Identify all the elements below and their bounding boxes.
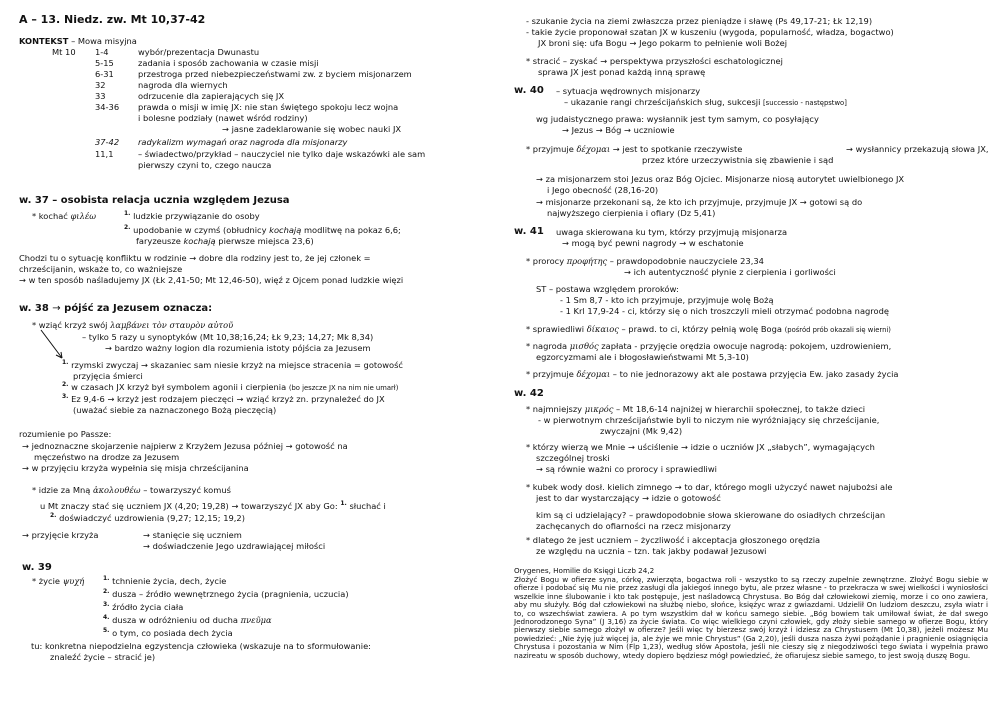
- zycie-def-4: $^{4.}$ dusza w odróżnieniu od ducha πνεῦμα: [103, 614, 272, 625]
- kontekst-ref: 6-31: [95, 69, 114, 79]
- idzie-line: * idzie za Mną ἀκολουθέω – towarzyszyć komuś: [32, 485, 231, 495]
- kontekst-text: – świadectwo/przykład – nauczyciel nie tylko daje wskazówki ale sam: [138, 149, 426, 159]
- zycie-def-3: $^{3.}$ źródło życia ciała: [103, 601, 184, 612]
- w38-note-3b: (uważać siebie za naznaczonego Bożą pieczęcią): [73, 405, 277, 415]
- wziac-line: * wziąć krzyż swój λαμβάνει τὸν σταυρὸν αὐτοῦ: [32, 320, 234, 330]
- section-w42-title: w. 42: [514, 388, 544, 399]
- page-title: A – 13. Niedz. zw. Mt 10,37-42: [19, 13, 206, 26]
- w40-przyjmuje: * przyjmuje δέχομαι → jest to spotkanie rzeczywiste: [526, 144, 743, 154]
- section-w37-title: w. 37 – osobista relacja ucznia względem Jezusa: [19, 195, 290, 206]
- rozumienie-1b: męczeństwo na drodze za Jezusem: [34, 452, 180, 462]
- zycie-line: * życie ψυχή: [32, 576, 85, 586]
- w41-prorocy-2: → ich autentyczność płynie z cierpienia i gorliwości: [624, 267, 836, 277]
- kontekst-text: zadania i sposób zachowania w czasie misji: [138, 58, 319, 68]
- w42-ktorzy-3: → są równie ważni co prorocy i sprawiedliwi: [536, 464, 717, 474]
- w41-t2: → mogą być pewni nagrody → w eschatonie: [562, 238, 744, 248]
- kontekst-ref: 34-36: [95, 102, 120, 112]
- w38-note-1: $^{1.}$ rzymski zwyczaj → skazaniec sam niesie krzyż na miejsce stracenia = gotowość: [62, 359, 403, 370]
- w37-para-1: Chodzi tu o sytuację konfliktu w rodzinie → dobre dla rodziny jest to, że jej członek =: [19, 253, 371, 263]
- w41-st2: - 1 Krl 17,9-24 - ci, którzy się o nich troszczyli mieli otrzymać podobna nagrodę: [560, 306, 889, 316]
- w37-para-3: → w ten sposób naśladujemy JX (Łk 2,41-50; Mt 12,46-50), więź z Ojcem ponad ludzkie więzi: [19, 275, 404, 285]
- stracic-line-2: sprawa JX jest ponad każdą inną sprawę: [538, 67, 706, 77]
- w40-przyjmuje-b: → wysłannicy przekazują słowa JX,: [846, 144, 989, 154]
- zycie-def-1: $^{1.}$ tchnienie życia, dech, życie: [103, 575, 227, 586]
- kochac-def-1: $^{1.}$ ludzkie przywiązanie do osoby: [124, 210, 260, 221]
- kontekst-text: nagroda dla wiernych: [138, 80, 228, 90]
- w41-nagroda-2: egzorcyzmami ale i błogosławieństwami Mt 5,3-10): [536, 352, 749, 362]
- w41-prorocy: * prorocy προφήτης – prawdopodobnie nauczyciele 23,34: [526, 256, 764, 266]
- w38-line-1: – tylko 5 razy u synoptyków (Mt 10,38;16,24; Łk 9,23; 14,27; Mk 8,34): [82, 332, 374, 342]
- w42-dlatego: * dlatego że jest uczniem – życzliwość i akceptacja głoszonego orędzia: [526, 535, 821, 545]
- section-w40-title: w. 40: [514, 85, 544, 96]
- kontekst-text: pierwszy czyni to, czego naucza: [138, 160, 272, 170]
- w41-przyjmuje: * przyjmuje δέχομαι – to nie jednorazowy akt ale postawa przyjęcia Ew. jako zasady życia: [526, 369, 899, 379]
- w38-note-2: $^{2.}$ w czasach JX krzyż był symbolem agonii i cierpienia (bo jeszcze JX na nim nie umarł): [62, 381, 399, 392]
- kontekst-mt: Mt 10: [52, 47, 76, 57]
- w41-nagroda: * nagroda μισθός zapłata - przyjęcie orędzia owocuje nagrodą: pokojem, uzdrowieniem,: [526, 341, 892, 351]
- section-w41-title: w. 41: [514, 226, 544, 237]
- w42-najmniejszy: * najmniejszy μικρός – Mt 18,6-14 najniżej w hierarchii społecznej, to także dzieci: [526, 404, 866, 414]
- w40-z1: → za misjonarzem stoi Jezus oraz Bóg Ojciec. Misjonarze niosą autorytet uwielbionego JX: [536, 174, 905, 184]
- przyjecie-krzyza: → przyjęcie krzyża: [22, 530, 99, 540]
- w41-st: ST – postawa względem proroków:: [536, 284, 679, 294]
- przyjecie-3: → doświadczenie Jego uzdrawiającej miłości: [143, 541, 326, 551]
- right-top-3: JX broni się: ufa Bogu → Jego pokarm to pełnienie woli Bożej: [538, 38, 788, 48]
- kontekst-ref: 33: [95, 91, 106, 101]
- kontekst-text: prawda o misji w imię JX: nie stan świętego spokoju lecz wojna: [138, 102, 399, 112]
- kontekst-text: przestroga przed niebezpieczeństwami zw. z byciem misjonarzem: [138, 69, 412, 79]
- w40-m1: → misjonarze przekonani są, że kto ich przyjmuje, przyjmuje JX → gotowi są do: [536, 197, 863, 207]
- w37-para-2: chrześcijanin, wskaże to, co ważniejsze: [19, 264, 183, 274]
- kontekst-text: odrzucenie dla zapierających się JX: [138, 91, 285, 101]
- w42-kubek-2: jest to dar wystarczający → idzie o gotowość: [536, 493, 721, 503]
- kontekst-text: i bolesne podziały (nawet wśród rodziny): [138, 113, 308, 123]
- w40-m2: najwyższego cierpienia i ofiary (Dz 5,41): [547, 208, 716, 218]
- kontekst-ref: 1-4: [95, 47, 109, 57]
- kontekst-line: [19, 36, 137, 47]
- quote-text: Złożyć Bogu w ofierze syna, córkę, zwierzęta, bogactwa roli - wszystko to są rzeczy zupełnie zewnętrzne. Złożyć Bogu siebie w ofierze i podobać się Mu nie przez zasługi dla jakiegoś innego bytu, ale przez własne - to przekracza w swej wielkości i wyniosłości wszelkie inne ślubowanie i kto tak postępuje, jest naśladowcą Chrystusa. Bo Bóg dał człowiekowi ziemię, morze i co ono zawiera, aby mu służyły. Bóg dał człowiekowi na służbę niebo, słońce, księżyc wraz z gwiazdami. Udzielił On ludziom deszczu, zsyła wiatr i to, co wszechświat zawiera. A po tym wszystkim dał w końcu samego siebie. „Bóg bowiem tak umiłował świat, że dał swego Jednorodzonego Syna” (J 3,16) za życie świata. Co więc wielkiego czyni człowiek, gdy złoży siebie samego w ofierze Bogu, który pierwszy siebie samego złożył w ofierze? Jeśli więc ty bierzesz swój krzyż i idziesz za Chrystusem (Mt 10,38), jeżeli możesz Mu powiedzieć: „Nie żyję już więcej ja, ale żyje we mnie Chrystus” (Ga 2,20), jeśli dusza nasza żywi pożądanie i pragnienie osiągnięcia Chrystusa i pozostania w Nim (Flp 1,23), według słów Apostoła, jeśli nie cieszy się z niegodziwości tego świata i wypełnia prawo nazireatu w sposób duchowy, wtedy dopiero będziesz mógł powiedzieć, że ofiarujesz siebie samego, to jest swoją duszę Bogu.: [514, 575, 988, 660]
- kochac-def-2b: faryzeusze kochają pierwsze miejsca 23,6): [136, 236, 314, 246]
- w42-kim-2: zachęcanych do ofiarności na rzecz misjonarzy: [536, 521, 731, 531]
- idzie-u2: $^{2.}$ doświadczyć uzdrowienia (9,27; 12,15; 19,2): [50, 512, 245, 523]
- kontekst-ref: 5-15: [95, 58, 114, 68]
- kontekst-label: KONTEKST: [19, 36, 69, 46]
- kontekst-text: radykalizm wymagań oraz nagroda dla misjonarzy: [138, 137, 348, 147]
- w41-sprawiedliwi: * sprawiedliwi δίκαιος – prawd. to ci, którzy pełnią wolę Boga (pośród prób okazali się wierni): [526, 324, 891, 334]
- w40-przyjmuje-c: przez które urzeczywistnia się zbawienie i sąd: [642, 155, 834, 165]
- kontekst-text: wybór/prezentacja Dwunastu: [138, 47, 260, 57]
- kontekst-value: – Mowa misyjna: [71, 36, 137, 46]
- w39-tu-2: znaleźć życie – stracić je): [50, 652, 156, 662]
- rozumienie-label: rozumienie po Passze:: [19, 429, 112, 439]
- w42-ktorzy-2: szczególnej troski: [536, 453, 610, 463]
- w40-wg: wg judaistycznego prawa: wysłannik jest tym samym, co posyłający: [536, 114, 819, 124]
- w40-wg2: → Jezus → Bóg → uczniowie: [562, 125, 675, 135]
- idzie-u1: u Mt znaczy stać się uczniem JX (4,20; 19,28) → towarzyszyć JX aby Go: $^{1.}$ słuchać i: [40, 500, 386, 511]
- w42-dlatego-2: ze względu na ucznia – tzn. tak jakby podawał Jezusowi: [536, 546, 767, 556]
- w42-naj3: - w pierwotnym chrześcijaństwie byli to niczym nie wyróżniający się chrześcijanie,: [538, 415, 880, 425]
- w38-line-2: → bardzo ważny logion dla rozumienia istoty pójścia za Jezusem: [105, 343, 371, 353]
- section-w39-title: w. 39: [22, 562, 52, 573]
- kontekst-ref: 11,1: [95, 149, 114, 159]
- right-top-1: - szukanie życia na ziemi zwłaszcza przez pieniądze i sławę (Ps 49,17-21; Łk 12,19): [526, 16, 873, 26]
- kontekst-ref: 37-42: [95, 137, 120, 147]
- rozumienie-2: → w przyjęciu krzyża wypełnia się misja chrześcijanina: [22, 463, 249, 473]
- przyjecie-2: → stanięcie się uczniem: [143, 530, 242, 540]
- w42-ktorzy: * którzy wierzą we Mnie → uściślenie → idzie o uczniów JX „słabych”, wymagających: [526, 442, 875, 452]
- w42-naj4: zwyczajni (Mk 9,42): [600, 426, 683, 436]
- zycie-def-2: $^{2.}$ dusza – źródło wewnętrznego życia (pragnienia, uczucia): [103, 588, 349, 599]
- w40-t1: – sytuacja wędrownych misjonarzy: [556, 86, 701, 96]
- w38-note-1b: przyjęcia śmierci: [73, 371, 143, 381]
- kontekst-ref: 32: [95, 80, 106, 90]
- quote-source: Orygenes, Homilie do Księgi Liczb 24,2: [514, 566, 655, 575]
- kontekst-arrow-line: → jasne zadeklarowanie się wobec nauki JX: [222, 124, 402, 134]
- w42-kubek: * kubek wody dosł. kielich zimnego → to dar, którego mogli użyczyć nawet najubożsi ale: [526, 482, 893, 492]
- w40-t2: – ukazanie rangi chrześcijańskich sług, sukcesji [successio - następstwo]: [564, 97, 847, 107]
- w41-st1: - 1 Sm 8,7 - kto ich przyjmuje, przyjmuje wolę Bożą: [560, 295, 774, 305]
- w38-note-3: $^{3.}$ Ez 9,4-6 → krzyż jest rodzajem pieczęci → wziąć krzyż zn. przynależeć do JX: [62, 393, 385, 404]
- section-w38-title: w. 38 → pójść za Jezusem oznacza:: [19, 303, 213, 314]
- zycie-def-5: $^{5.}$ o tym, co posiada dech życia: [103, 627, 233, 638]
- kochac-line: * kochać φιλέω: [32, 211, 97, 221]
- w39-tu-1: tu: konkretna niepodzielna egzystencja człowieka (wskazuje na to sformułowanie:: [31, 641, 371, 651]
- right-top-2: - takie życie proponował szatan JX w kuszeniu (wygoda, popularność, władza, bogactwo): [526, 27, 894, 37]
- kochac-def-2: $^{2.}$ upodobanie w czymś (obłudnicy kochają modlitwę na pokaz 6,6;: [124, 224, 401, 235]
- rozumienie-1: → jednoznaczne skojarzenie najpierw z Krzyżem Jezusa później → gotowość na: [22, 441, 348, 451]
- w40-z2: i Jego obecność (28,16-20): [547, 185, 659, 195]
- w42-kim-1: kim są ci udzielający? – prawdopodobnie słowa skierowane do osiadłych chrześcijan: [536, 510, 886, 520]
- stracic-line: * stracić – zyskać → perspektywa przyszłości eschatologicznej: [526, 56, 783, 66]
- w41-t1: uwaga skierowana ku tym, którzy przyjmują misjonarza: [556, 227, 788, 237]
